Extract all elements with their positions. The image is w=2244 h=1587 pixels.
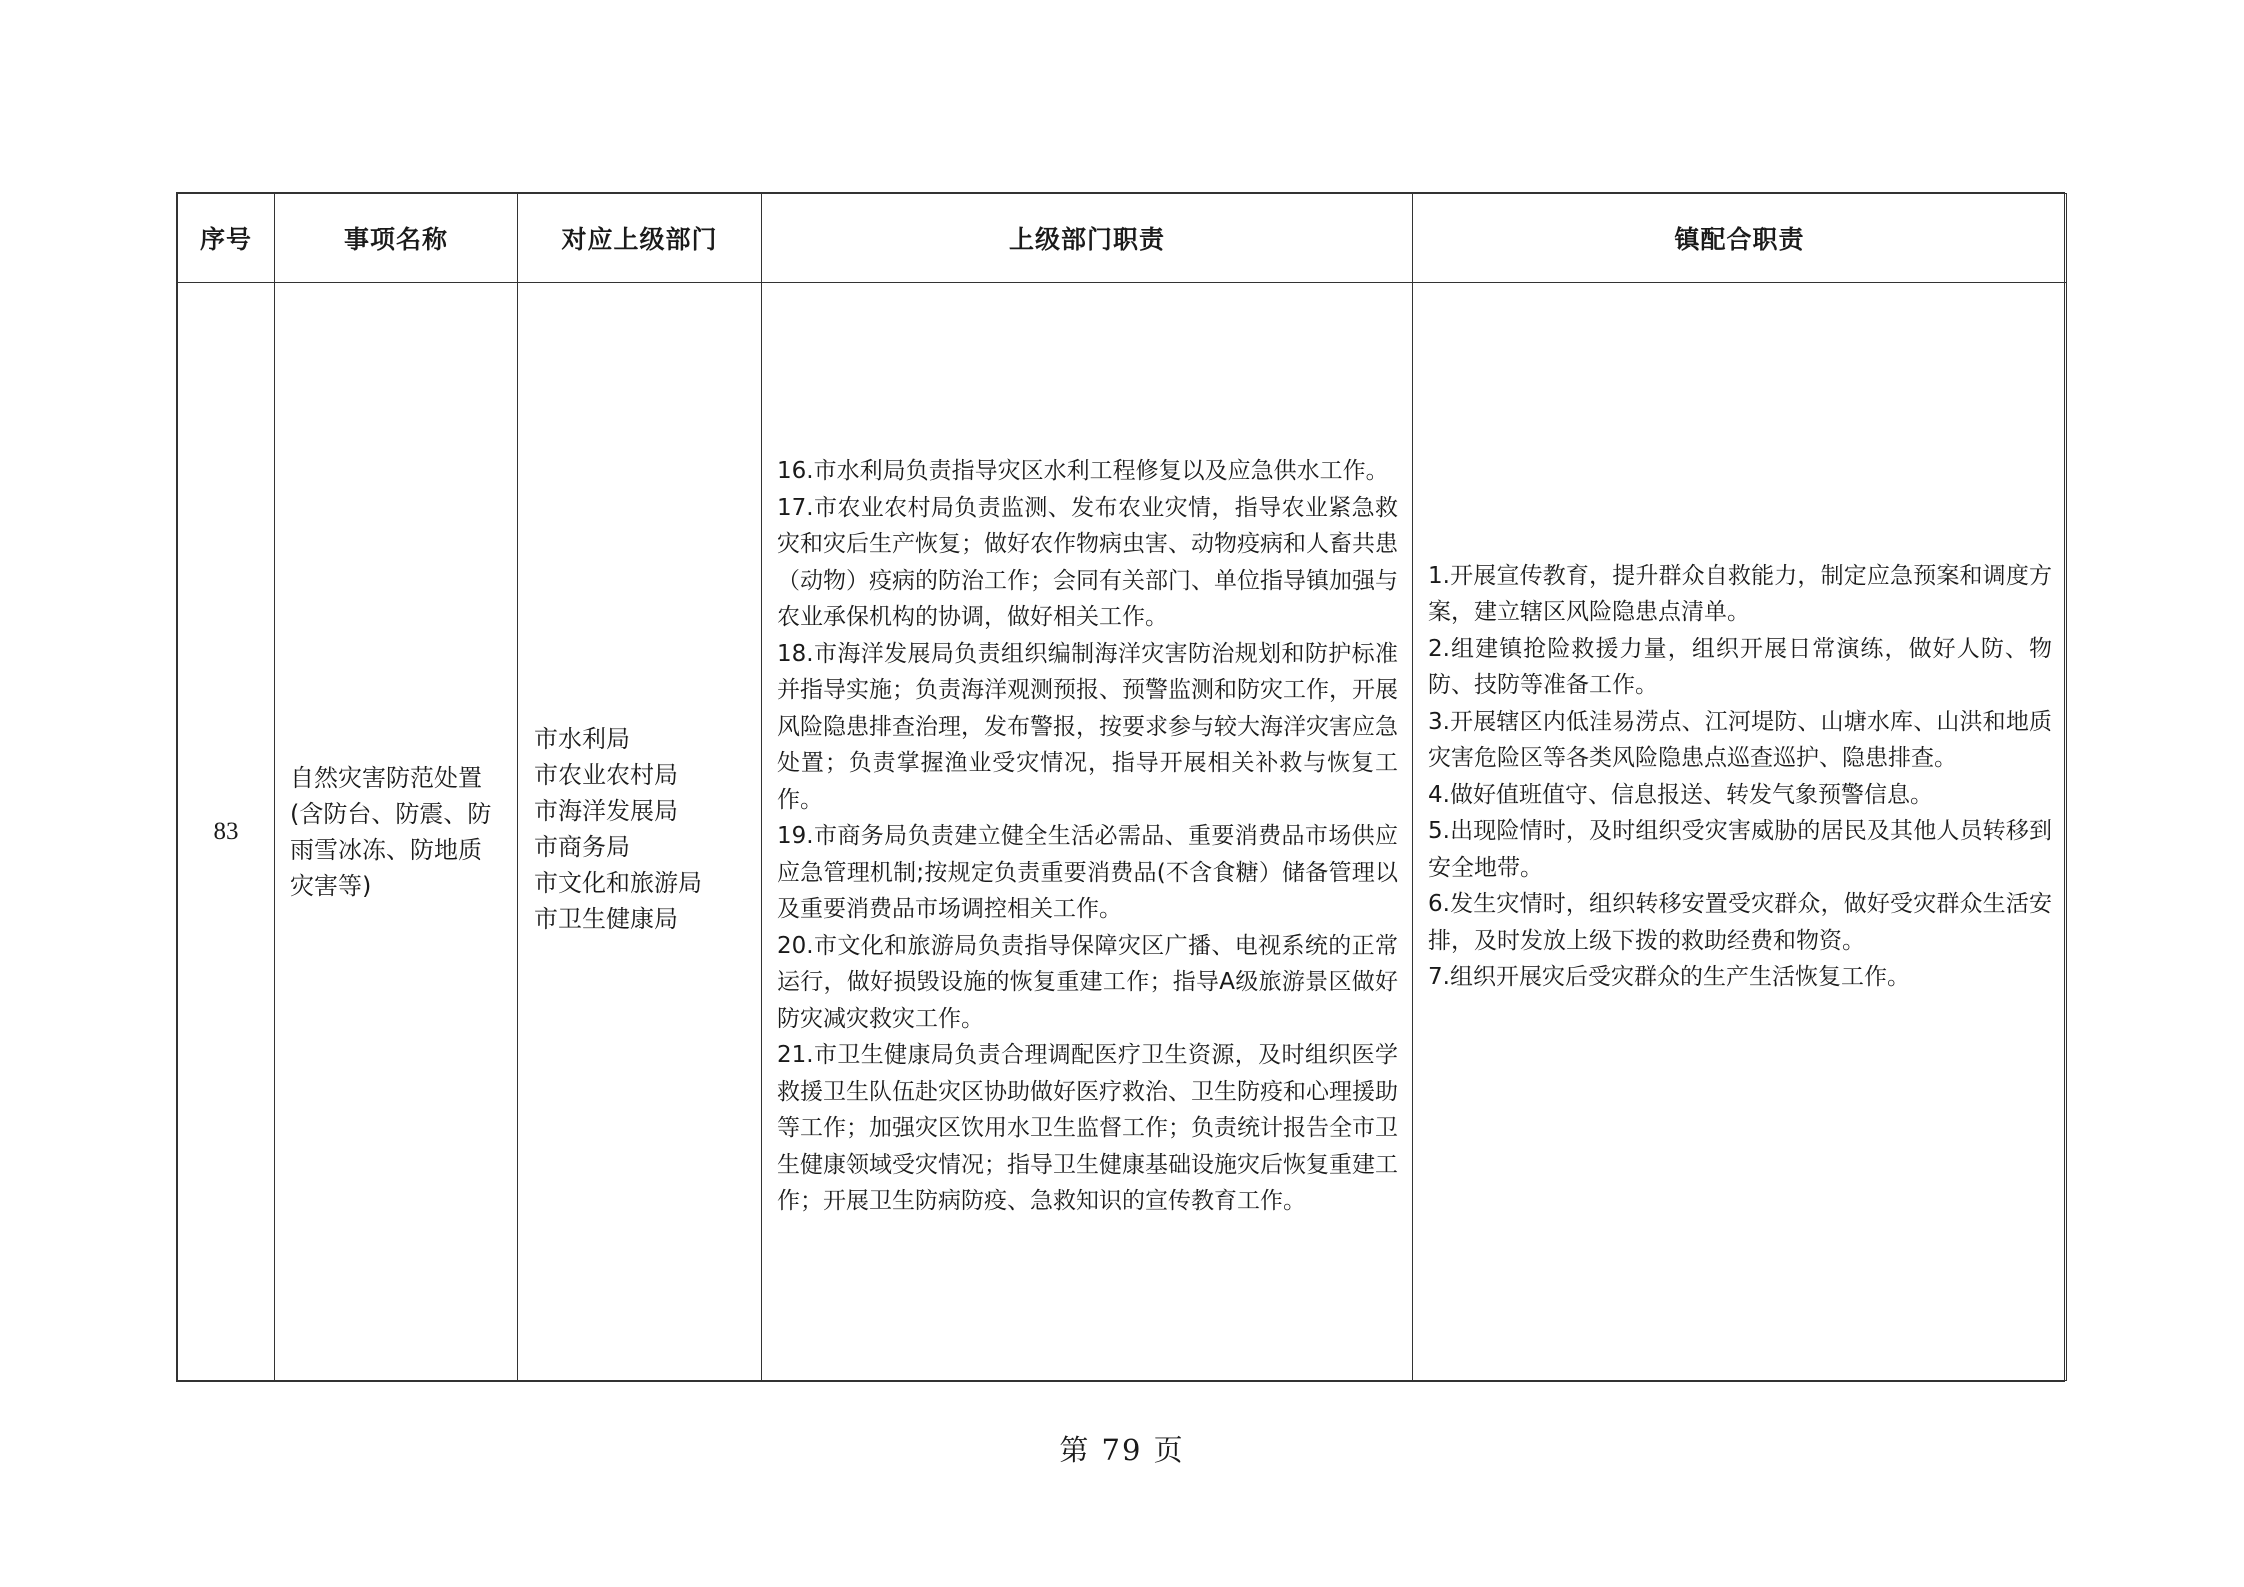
upper-duty-item: 16.市水利局负责指导灾区水利工程修复以及应急供水工作。 xyxy=(777,458,1389,485)
upper-duty-list xyxy=(762,453,1412,1220)
department-item: 市水利局 xyxy=(534,724,630,753)
department-item: 市文化和旅游局 xyxy=(534,868,702,897)
header-upper-duty: 上级部门职责 xyxy=(762,194,1413,283)
town-duty-item: 2.组建镇抢险救援力量，组织开展日常演练，做好人防、物防、技防等准备工作。 xyxy=(1428,635,2052,698)
upper-duty-item: 20.市文化和旅游局负责指导保障灾区广播、电视系统的正常运行，做好损毁设施的恢复重建工作；指导A级旅游景区做好防灾减灾救灾工作。 xyxy=(777,932,1398,1032)
department-item: 市商务局 xyxy=(534,832,630,861)
header-upper-department: 对应上级部门 xyxy=(518,194,762,283)
department-item: 市农业农村局 xyxy=(534,760,678,789)
upper-duty-item: 21.市卫生健康局负责合理调配医疗卫生资源，及时组织医学救援卫生队伍赴灾区协助做好医疗救治、卫生防疫和心理援助等工作；加强灾区饮用水卫生监督工作；负责统计报告全市卫生健康领域受灾情况；指导卫生健康基础设施灾后恢复重建工作；开展卫生防病防疫、急救知识的宣传教育工作。 xyxy=(777,1042,1398,1215)
table-row xyxy=(178,283,2067,1381)
department-item: 市海洋发展局 xyxy=(534,796,678,825)
upper-duty-item: 17.市农业农村局负责监测、发布农业灾情，指导农业紧急救灾和灾后生产恢复；做好农作物病虫害、动物疫病和人畜共患（动物）疫病的防治工作；会同有关部门、单位指导镇加强与农业承保机构的协调，做好相关工作。 xyxy=(777,494,1398,631)
row-number: 83 xyxy=(178,283,275,1381)
duty-table-container xyxy=(176,192,2065,1382)
town-duty-item: 5.出现险情时，及时组织受灾害威胁的居民及其他人员转移到安全地带。 xyxy=(1428,818,2052,881)
town-duty-item: 6.发生灾情时，组织转移安置受灾群众，做好受灾群众生活安排，及时发放上级下拨的救助经费和物资。 xyxy=(1428,891,2052,954)
upper-duty-item: 19.市商务局负责建立健全生活必需品、重要消费品市场供应应急管理机制;按规定负责重要消费品(不含食糖）储备管理以及重要消费品市场调控相关工作。 xyxy=(777,823,1398,923)
upper-duty-item: 18.市海洋发展局负责组织编制海洋灾害防治规划和防护标准并指导实施；负责海洋观测预报、预警监测和防灾工作，开展风险隐患排查治理，发布警报，按要求参与较大海洋灾害应急处置；负责掌握渔业受灾情况，指导开展相关补救与恢复工作。 xyxy=(777,640,1398,813)
town-duty-item: 3.开展辖区内低洼易涝点、江河堤防、山塘水库、山洪和地质灾害危险区等各类风险隐患点巡查巡护、隐患排查。 xyxy=(1428,708,2052,771)
department-item: 市卫生健康局 xyxy=(534,904,678,933)
table-header-row xyxy=(178,194,2067,283)
header-no: 序号 xyxy=(178,194,275,283)
town-duty-cell xyxy=(1413,283,2067,1381)
duty-table xyxy=(177,193,2067,1381)
town-duty-item: 1.开展宣传教育，提升群众自救能力，制定应急预案和调度方案，建立辖区风险隐患点清单。 xyxy=(1428,562,2052,625)
header-town-duty: 镇配合职责 xyxy=(1413,194,2067,283)
department-cell xyxy=(518,283,762,1381)
upper-duty-cell xyxy=(762,283,1413,1381)
page-number: 第 79 页 xyxy=(1059,1433,1185,1467)
header-item-name: 事项名称 xyxy=(275,194,518,283)
town-duty-list xyxy=(1413,558,2066,996)
town-duty-item: 7.组织开展灾后受灾群众的生产生活恢复工作。 xyxy=(1428,964,1910,990)
town-duty-item: 4.做好值班值守、信息报送、转发气象预警信息。 xyxy=(1428,781,1933,808)
department-list xyxy=(518,721,761,937)
item-name-cell xyxy=(275,283,518,1381)
item-name: 自然灾害防范处置(含防台、防震、防雨雪冰冻、防地质灾害等) xyxy=(290,763,492,900)
